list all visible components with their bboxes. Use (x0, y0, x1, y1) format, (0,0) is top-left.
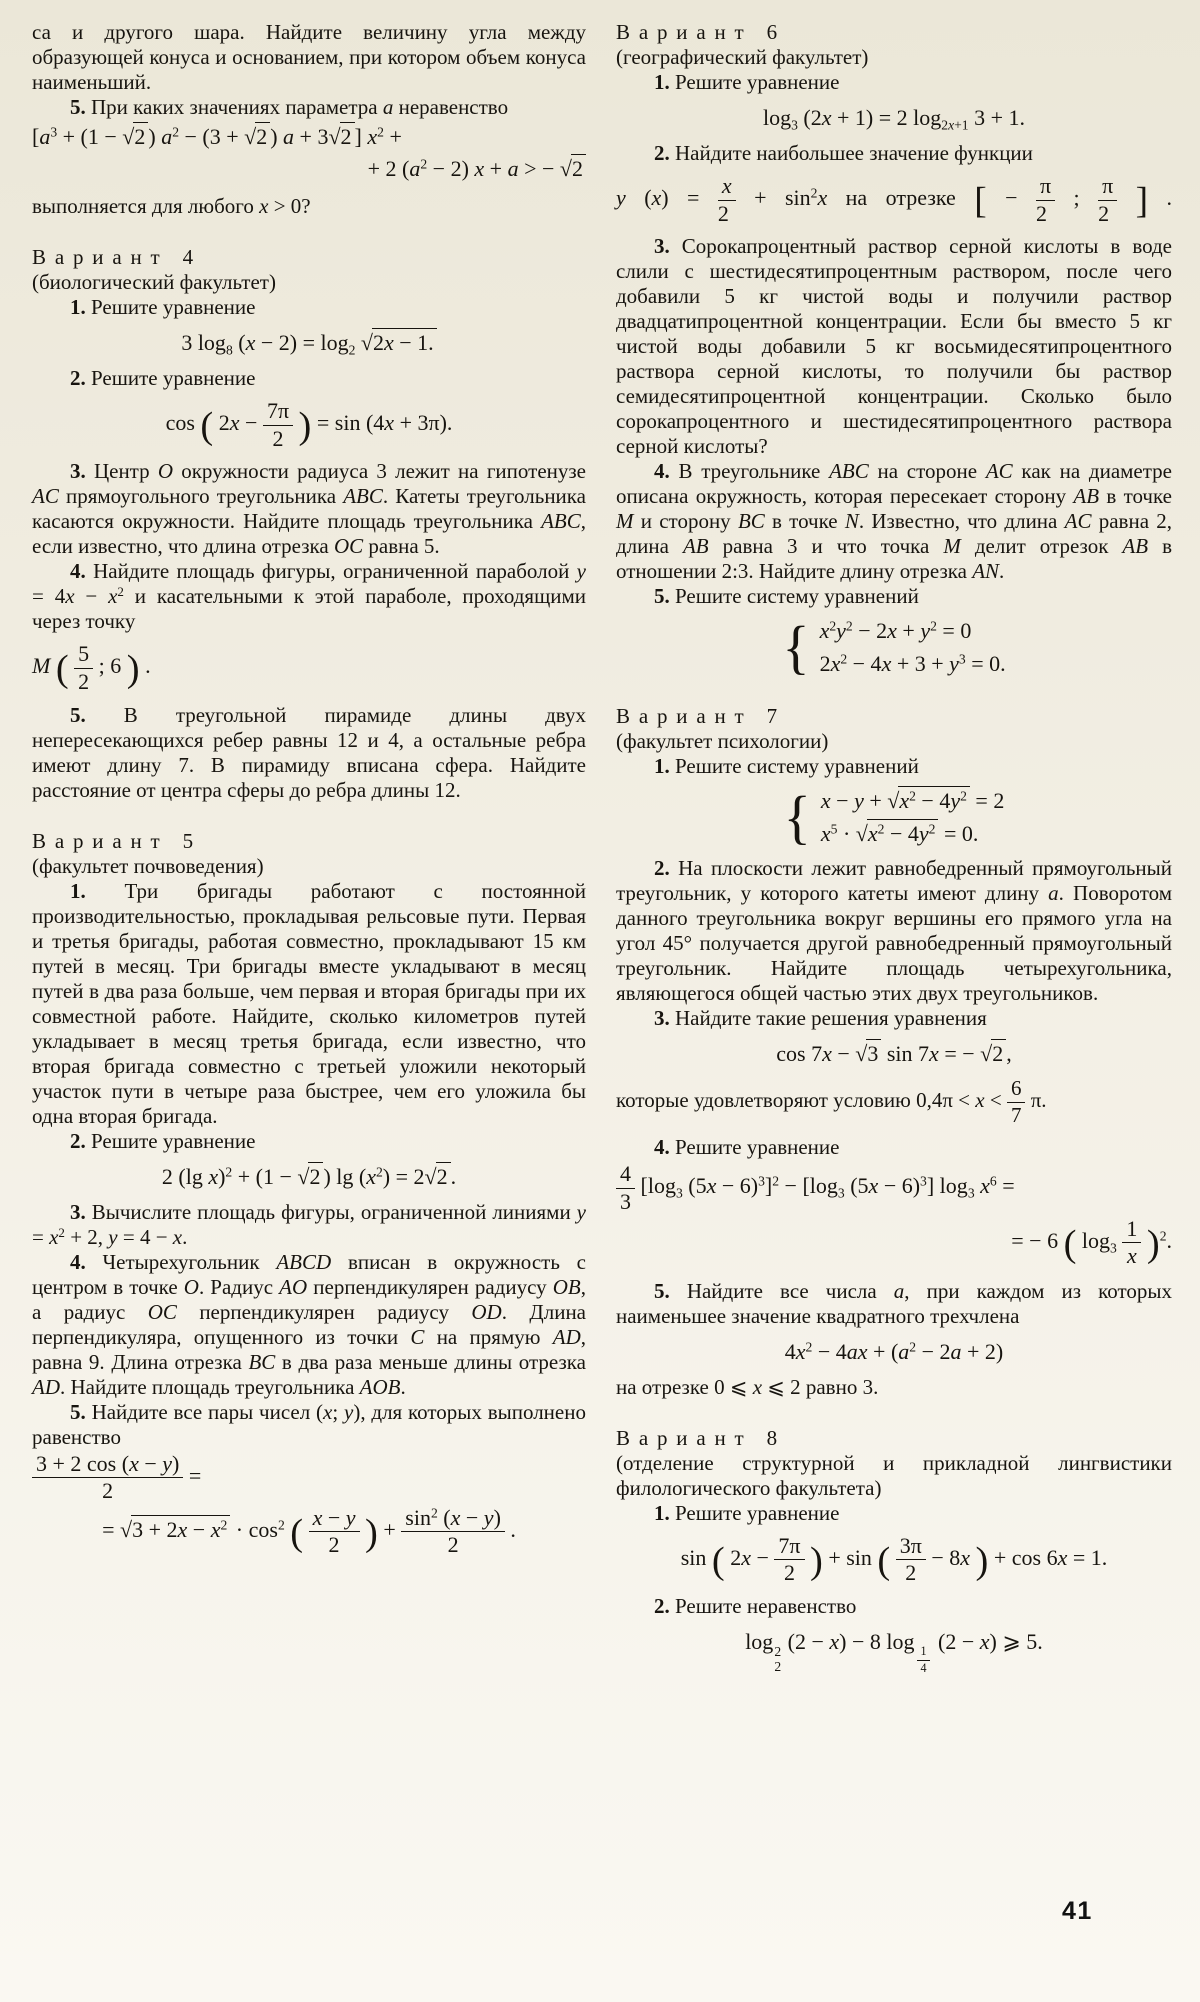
v6-system-line-2: $2x^2 - 4x + 3 + y^3 = 0$. (819, 651, 1006, 677)
continuation-paragraph: са и другого шара. Найдите величину угла между образующей конуса и основанием, при котором объем конуса наименьший. (32, 20, 586, 94)
v5-problem-2-text: 2. Решите уравнение (70, 1128, 256, 1153)
variant-7-subtitle: (факультет психологии) (616, 729, 829, 754)
v6-problem-3-text: 3. Сорокапроцентный раствор серной кислоты в воде слили с шестидесятипроцентным раствором, после чего добавили 5 кг чистой воды и получили раствор двадцатипроцентной концентрации. Если бы вместо 5 кг чистой воды добавили 5 кг восьмидесятипроцентного раствора серной кислоты, то получили бы раствор семидесятипроцентной концентрации. Сколько было сорокапроцентного и шестидесятипроцентного раствора серной кислоты? (616, 234, 1172, 459)
v5-problem-3-text: 3. Вычислите площадь фигуры, ограниченной линиями $y = x^2 + 2$, y = 4 − x. (32, 1199, 586, 1249)
v4-problem-3-text: 3. Центр O окружности радиуса 3 лежит на гипотенузе AC прямоугольного треугольника ABC. Катеты треугольника касаются окружности. Найдите площадь треугольника ABC, если известно, что длина отрезка OC равна 5. (32, 459, 586, 559)
v4-problem-5-text: 5. В треугольной пирамиде длины двух непересекающихся ребер равны 12 и 4, а остальные ребра имеют длину 7. В пирамиду вписана сфера. Найдите расстояние от центра сферы до ребра длины 12. (32, 702, 586, 802)
v6-problem-5-text: 5. Решите систему уравнений (654, 584, 919, 609)
v5-problem-1-text: 1. Три бригады работают с постоянной производительностью, прокладывая рельсовые пути. Первая и третья бригады, работая совместно, прокладывают 15 км путей в месяц. Три бригады вместе укладывают в месяц путей в два раза больше, чем первая и вторая бригады при их совместной работе. Найдите, сколько километров путей укладывает в месяц третья бригада, если известно, что вторая бригада совместно с третьей уложили некоторый участок пути в четыре раза быстрее, чем его уложила бы одна вторая бригада. (32, 878, 586, 1128)
variant-5-title: Вариант 5 (32, 828, 202, 853)
v6-problem-2-text: 2. Найдите наибольшее значение функции (654, 141, 1033, 165)
v8-formula-1: sin ( 2x − $\frac{7\pi}{2}$ ) + sin ( $\frac{3\pi}{2}$ − 8x ) + cos 6x = 1. (680, 1532, 1108, 1586)
v6-equation-system: { $x^2y^2 - 2x + y^2 = 0$ $2x^2 - 4x + 3 + y^3 = 0$. (782, 614, 1006, 681)
v7-formula-3: cos 7x − √3 sin 7x = − √2 , (776, 1041, 1012, 1067)
v7-problem-3-tail: которые удовлетворяют условию 0,4π < x < $\frac{6}{7}$ π. (616, 1076, 1047, 1127)
right-column (616, 20, 1172, 1683)
v5-problem-5-text: 5. Найдите все пары чисел (x; y), для которых выполнено равенство (32, 1399, 586, 1449)
v4-problem-4-text: 4. Найдите площадь фигуры, ограниченной параболой $y = 4x - x^2$ и касательными к этой параболе, проходящими через точку (32, 559, 587, 634)
left-column (32, 20, 586, 1560)
v6-system-line-1: $x^2y^2 - 2x + y^2 = 0$ (819, 618, 972, 644)
v7-problem-2-text: 2. На плоскости лежит равнобедренный прямоугольный треугольник, у которого катеты имеют длину a. Поворотом данного треугольника вокруг вершины его прямого угла на угол 45° получается другой равнобедренный прямоугольный треугольник. Найдите площадь четырехугольника, являющегося общей частью этих двух треугольников. (616, 856, 1172, 1006)
variant-6-title: Вариант 6 (616, 20, 786, 44)
problem-5-tail: выполняется для любого x > 0? (32, 194, 311, 218)
v7-formula-4-line-2: = − 6 ( $\log_3$ $\frac{1}{x}$ )$^2$. (1011, 1215, 1172, 1269)
variant-6-subtitle: (географический факультет) (616, 45, 869, 69)
variant-8-title: Вариант 8 (616, 1425, 786, 1450)
v7-system-line-2: $x^5 \cdot √x^2 - 4y^2 = 0$. (820, 821, 979, 847)
v6-formula-2: y (x) = $\frac{x}{2}$ + $\sin^2x$ на отрезке [ − $\frac{\pi}{2}$ ; $\frac{\pi}{2}$ ] . (616, 173, 1173, 226)
v8-problem-2-text: 2. Решите неравенство (654, 1594, 857, 1619)
variant-7-title: Вариант 7 (616, 704, 786, 729)
v6-problem-1-text: 1. Решите уравнение (654, 70, 840, 94)
variant-4-subtitle: (биологический факультет) (32, 270, 276, 294)
v7-problem-1-text: 1. Решите систему уравнений (654, 754, 919, 779)
v4-problem-1-text: 1. Решите уравнение (70, 295, 256, 319)
v6-formula-1: $\log_3 (2x + 1) = 2$ $\log_{2x+1} 3 + 1$. (762, 105, 1026, 133)
v7-problem-4-text: 4. Решите уравнение (654, 1135, 840, 1160)
v5-formula-2: 2 (lg x)$^2$ + (1 − √2 ) $\lg (x^2) = 2√2$ . (161, 1163, 457, 1189)
v5-formula-5-line-1: $\frac{3 + 2 \cos (x - y)}{2}$ = (32, 1452, 586, 1504)
page-number: 41 (1062, 1897, 1093, 1925)
v6-problem-4-text: 4. В треугольнике ABC на стороне AC как на диаметре описана окружность, которая пересекает сторону AB в точке M и сторону BC в точке N. Известно, что длина AC равна 2, длина AB равна 3 и что точка M делит отрезок AB в отношении 2:3. Найдите длину отрезка AN. (616, 459, 1173, 584)
v7-formula-4-line-1: $\frac{4}{3}$ [$\log_3$ $(5x - 6)^3]^2 - [\log_3$ $(5x - 6)^3$] $\log_3 x^6$ = (616, 1162, 1172, 1214)
v5-formula-5-line-2: = $√3 + 2x - x^2 \cdot \cos^2$ ( $\frac{x - y}{2}$ ) + $\frac{\sin^2 (x - y)}{2}$ . (102, 1504, 516, 1558)
v7-problem-3-text: 3. Найдите такие решения уравнения (654, 1006, 987, 1031)
v4-formula-1: 3 $\log_8 (x - 2) = \log_2 √2x - 1$. (32, 328, 586, 358)
v7-problem-5-text: 5. Найдите все числа a, при каждом из которых наименьшее значение квадратного трехчлена (616, 1278, 1172, 1328)
v8-formula-2: log 2 2 (2 − x) − 8 log $\frac{1}{4}$ (2 − x) ⩾ 5. (745, 1629, 1043, 1675)
v7-problem-5-tail: на отрезке 0 ⩽ x ⩽ 2 равно 3. (616, 1374, 879, 1399)
v4-formula-4-point: M ( $\frac{5}{2}$ ; 6 ) . (32, 641, 151, 694)
v7-equation-system: { $x - y + √x^2 - 4y^2 = 2$ $x^5 \cdot √x^2 - 4y^2 = 0$. (783, 784, 1005, 851)
v8-problem-1-text: 1. Решите уравнение (654, 1500, 840, 1525)
variant-5-subtitle: (факультет почвоведения) (32, 853, 264, 878)
v7-system-line-1: $x - y + √x^2 - 4y^2 = 2$ (820, 788, 1005, 814)
inequality-formula-line-2: + 2 $(a^2 - 2) x + a$ > − √2 (32, 154, 586, 184)
problem-5-intro: 5. При каких значениях параметра a неравенство (70, 95, 509, 119)
v4-formula-2: cos ( 2x − $\frac{7\pi}{2}$ ) = sin (4x + 3π). (165, 398, 453, 451)
inequality-formula-line-1: [$a^3 + (1 - √2$ ) $a^2 - (3 + √2$ ) a + 3√2 ] $x^2$ + (32, 124, 402, 149)
v5-problem-4-text: 4. Четырехугольник ABCD вписан в окружность с центром в точке O. Радиус AO перпендикулярен радиусу OB, а радиус OC перпендикулярен радиусу OD. Длина перпендикуляра, опущенного из точки C на прямую AD, равна 9. Длина отрезка BC в два раза меньше длины отрезка AD. Найдите площадь треугольника AOB. (32, 1249, 586, 1399)
v7-formula-5: $4x^2 - 4ax + (a^2 - 2a + 2)$ (784, 1338, 1004, 1364)
variant-4-title: Вариант 4 (32, 245, 202, 269)
v4-problem-2-text: 2. Решите уравнение (70, 366, 256, 390)
variant-8-subtitle: (отделение структурной и прикладной лингвистики филологического факультета) (616, 1450, 1172, 1500)
